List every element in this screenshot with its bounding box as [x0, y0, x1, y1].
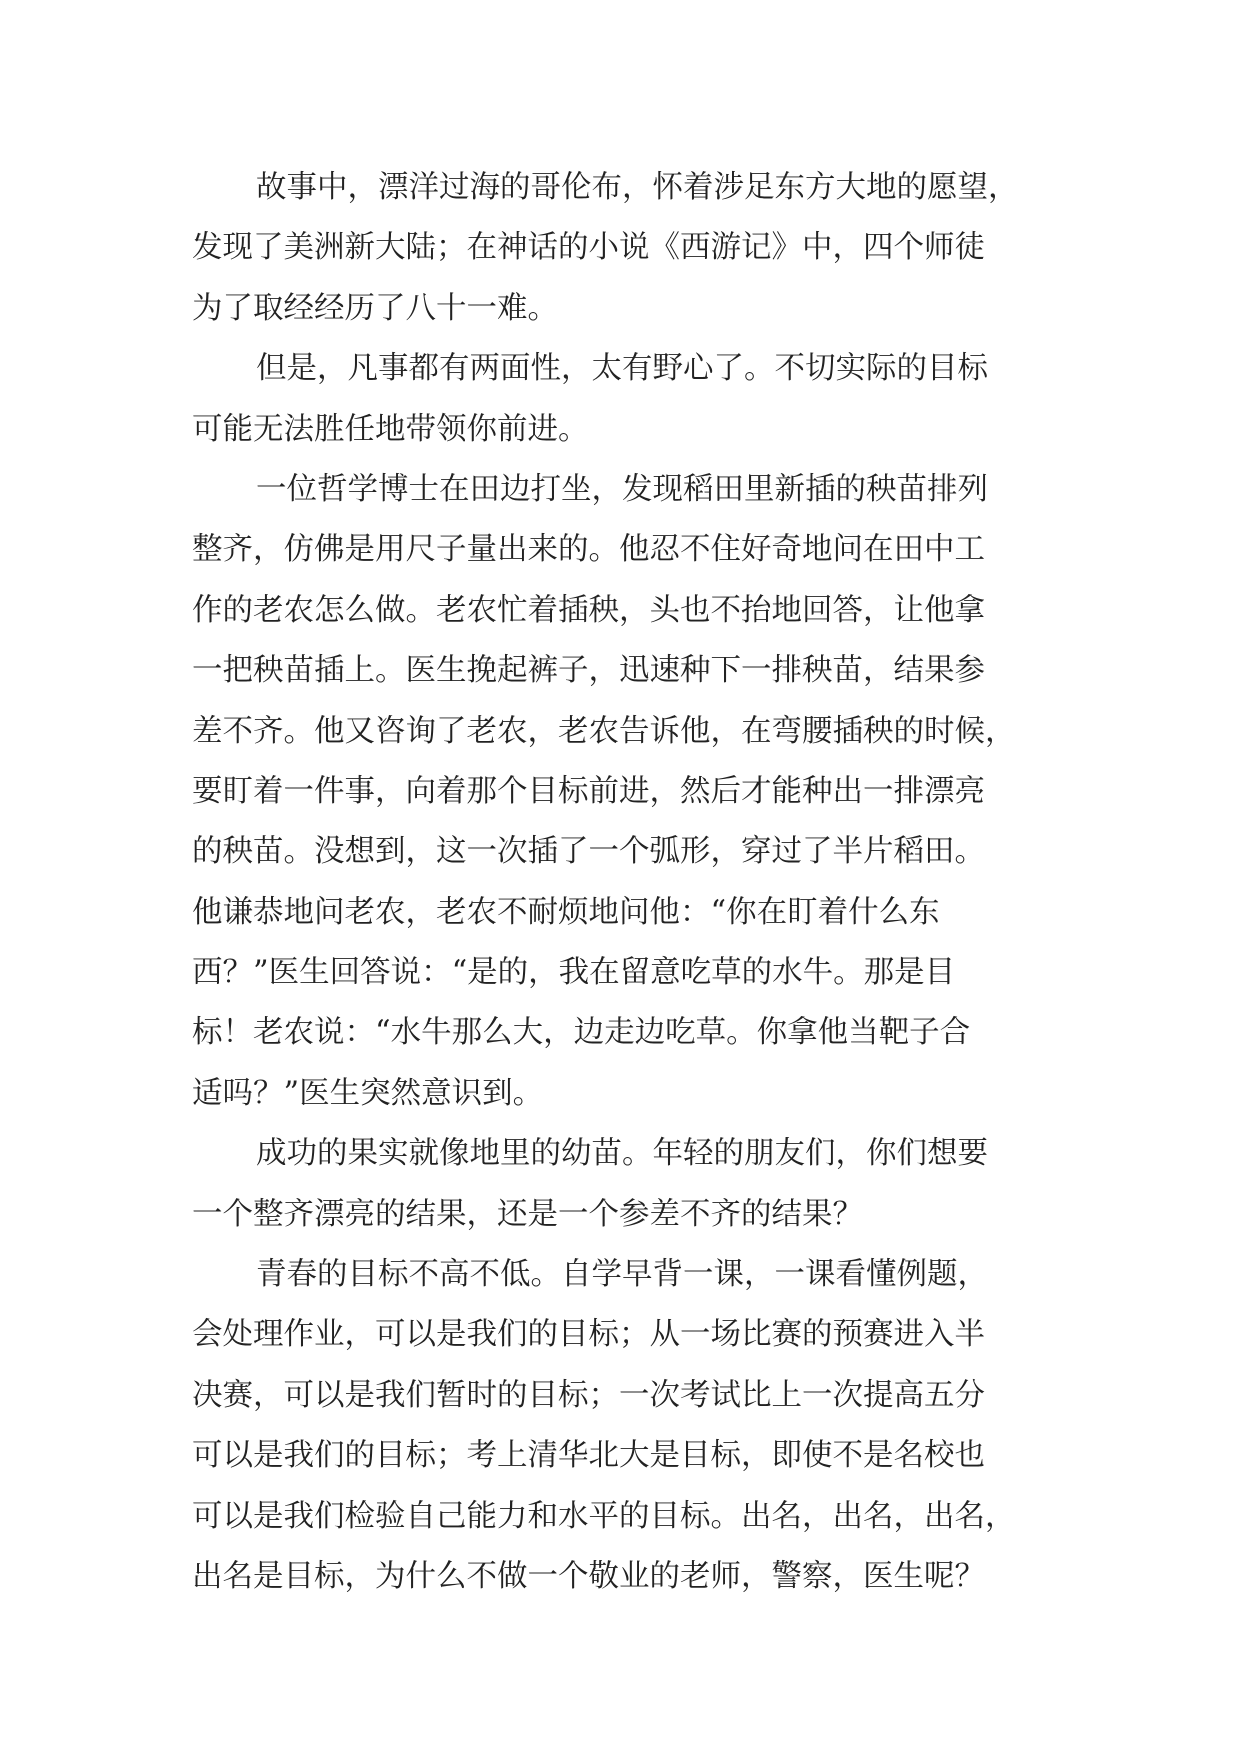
paragraph-line: 成功的果实就像地里的幼苗。年轻的朋友们，你们想要 [256, 1136, 988, 1172]
paragraph-line: 决赛，可以是我们暂时的目标；一次考试比上一次提高五分 [192, 1377, 985, 1413]
paragraph-line: 出名是目标，为什么不做一个敬业的老师，警察，医生呢？ [192, 1558, 985, 1594]
paragraph-line: 发现了美洲新大陆；在神话的小说《西游记》中，四个师徒 [192, 230, 985, 266]
paragraph-line: 一位哲学博士在田边打坐，发现稻田里新插的秧苗排列 [256, 471, 988, 507]
paragraph-line: 整齐，仿佛是用尺子量出来的。他忍不住好奇地问在田中工 [192, 532, 985, 568]
paragraph-line: 西？”医生回答说：“是的，我在留意吃草的水牛。那是目 [192, 955, 956, 991]
paragraph-line: 一把秧苗插上。医生挽起裤子，迅速种下一排秧苗，结果参 [192, 653, 985, 689]
paragraph-line: 青春的目标不高不低。自学早背一课，一课看懂例题， [256, 1257, 988, 1293]
paragraph-line: 作的老农怎么做。老农忙着插秧，头也不抬地回答，让他拿 [192, 592, 985, 628]
paragraph-line: 差不齐。他又咨询了老农，老农告诉他，在弯腰插秧的时候， [192, 713, 1016, 749]
paragraph-line: 可以是我们检验自己能力和水平的目标。出名，出名，出名， [192, 1498, 1016, 1534]
paragraph-line: 要盯着一件事，向着那个目标前进，然后才能种出一排漂亮 [192, 773, 985, 809]
paragraph-line: 但是，凡事都有两面性，太有野心了。不切实际的目标 [256, 351, 988, 387]
paragraph-line: 标！老农说：“水牛那么大，边走边吃草。你拿他当靶子合 [192, 1015, 971, 1051]
paragraph-line: 一个整齐漂亮的结果，还是一个参差不齐的结果？ [192, 1196, 863, 1232]
paragraph-line: 为了取经经历了八十一难。 [192, 290, 558, 326]
paragraph-line: 的秧苗。没想到，这一次插了一个弧形，穿过了半片稻田。 [192, 834, 985, 870]
paragraph-line: 会处理作业，可以是我们的目标；从一场比赛的预赛进入半 [192, 1317, 985, 1353]
paragraph-line: 他谦恭地问老农，老农不耐烦地问他：“你在盯着什么东 [192, 894, 940, 930]
paragraph-line: 适吗？”医生突然意识到。 [192, 1075, 544, 1111]
paragraph-line: 故事中，漂洋过海的哥伦布，怀着涉足东方大地的愿望， [256, 170, 1019, 205]
document-body [192, 158, 1062, 1607]
paragraph-line: 可能无法胜任地带领你前进。 [192, 411, 589, 447]
paragraph-line: 可以是我们的目标；考上清华北大是目标，即使不是名校也 [192, 1438, 985, 1474]
